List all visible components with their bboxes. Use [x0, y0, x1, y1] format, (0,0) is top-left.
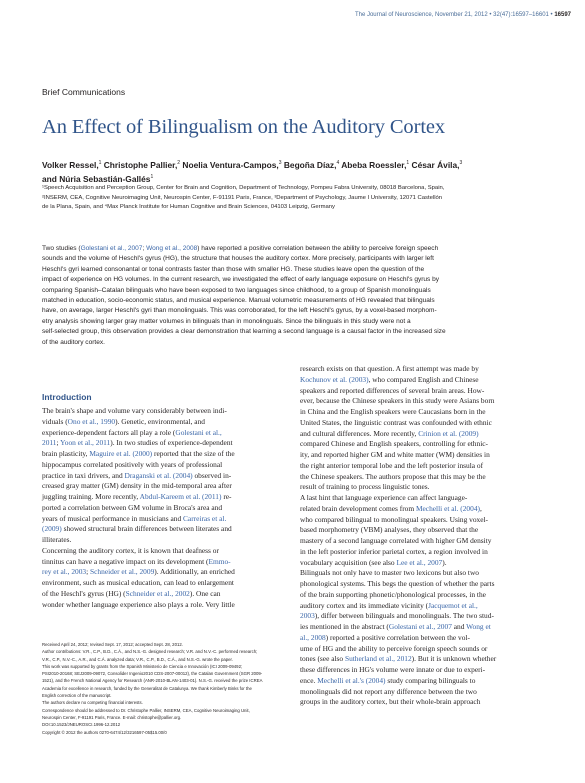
affiliation-marker: 1 [406, 160, 410, 166]
text-run: tones (see also [300, 654, 345, 664]
text-line [300, 579, 556, 590]
text-run: reported that the size of the [152, 449, 235, 458]
section-heading-introduction: Introduction [42, 392, 92, 402]
citation-link[interactable]: Maguire et al. (2000) [89, 449, 153, 458]
text-run: , [479, 503, 482, 513]
author-list [42, 157, 562, 185]
text-line [300, 407, 556, 418]
text-line [42, 471, 288, 482]
text-run: research exists on that question. A first attempt was made by [300, 364, 479, 373]
text-line [42, 317, 552, 327]
text-line [300, 482, 556, 493]
affiliations [42, 184, 562, 213]
citation-link[interactable]: Schneider et al., 2002 [125, 588, 190, 598]
affiliation-marker: 4 [336, 160, 340, 166]
author-name: Begoña Díaz, [281, 159, 337, 170]
text-run: have, on average, larger Heschl's gyri than monolinguals. This was corroborated, for the left Heschl's gyrus, by a voxel-based morphom- [42, 307, 437, 315]
author-name: César Ávila, [409, 159, 460, 170]
text-run: based morphometry (VBM) analyses, they observed that the [300, 525, 479, 535]
affiliation-line: ¹Speech Acquisition and Perception Group, Center for Brain and Cognition, Department of Technology, Pompeu Fabra University, 08018 Barcelona, Spain, [42, 185, 445, 191]
text-run: who compared bilingual to monolingual speakers. Using voxel- [300, 514, 489, 524]
journal-citation: The Journal of Neuroscience, November 21, 2012 • 32(47):16597–16601 • [354, 12, 553, 18]
text-run: mastery of a second language correlated with higher GM density [300, 536, 492, 545]
page-number: 16597 [554, 12, 571, 18]
running-head [171, 12, 571, 18]
text-run: A last hint that language experience can affect language- [300, 493, 468, 502]
text-run: monolinguals did not report any difference between the two [300, 686, 477, 696]
citation-link[interactable]: Golestani et al., 2007 [388, 622, 452, 631]
affiliation-marker: 1 [98, 160, 102, 166]
text-line [42, 589, 288, 600]
text-line [300, 697, 556, 708]
text-run: years of musical performance in musicians and [42, 513, 183, 523]
affiliation-line: ²INSERM, CEA, Cognitive Neuroimaging Unit, Neurospin Center, F-91191 Paris, France, ³Department of Psychology, Jaume I University, 12071 Castellón [42, 194, 443, 201]
citation-link[interactable]: rey et al., 2003 [42, 567, 87, 577]
text-run: speakers and reported differences of several brain areas. How- [300, 385, 485, 395]
body-column-right [300, 364, 556, 708]
text-run: creased gray matter (GM) density in the mid-temporal area after [42, 481, 232, 491]
text-run: ). Additionally, an enriched [154, 567, 235, 577]
text-line [42, 244, 552, 254]
text-run: ) have reported a positive correlation between the ability to perceive foreign speech [197, 245, 439, 252]
text-run: self-selected group, this observation provides a clear demonstration that learning a second language is a causal factor in the increased size [42, 328, 446, 336]
text-run: ever, because the Chinese speakers in this study were Asians born [300, 396, 495, 406]
citation-link[interactable]: Yoon et al., 2011 [60, 438, 111, 448]
text-line [42, 438, 288, 449]
footnote-line: 1521), and the French National Agency for Research (ANR-2010-BLAN-1403-01). N.S.-G. received the prize ICREA [42, 678, 263, 684]
text-line [42, 514, 288, 525]
text-line [300, 493, 556, 504]
footnote-line: Copyright © 2012 the authors 0270-6474/12/3216597-05$15.00/0 [42, 729, 167, 735]
affiliation-marker: 3 [459, 160, 463, 166]
text-run: impact of experience on HG volumes. In the current research, we investigated the effect of early language exposure on Heschl's gyrus by [42, 276, 440, 284]
text-run: re- [221, 492, 232, 501]
citation-link[interactable]: Golestani et al., [175, 427, 222, 437]
text-run: observed in- [192, 470, 232, 480]
text-line [42, 296, 552, 306]
text-line [300, 622, 556, 633]
text-run: ). But it is unknown whether [411, 654, 497, 664]
text-run: ity, and reported higher GM and white matter (WM) densities in [300, 450, 490, 459]
footnote-line: This work was supported by grants from the Spanish Ministerio de Ciencia e Innovación (ICI 2009-09492; [42, 663, 243, 669]
text-line [300, 590, 556, 601]
article-title: An Effect of Bilingualism on the Auditory Cortex [42, 116, 446, 138]
text-run: of the brain supporting phonetic/phonological processes, in the [300, 589, 486, 599]
text-run: ; [86, 567, 91, 577]
text-run: ume of HG and the ability to perceive foreign speech sounds or [300, 643, 488, 653]
text-run: study comparing bilinguals to [385, 675, 476, 685]
author-name: Noelia Ventura-Campos, [180, 159, 279, 170]
citation-link[interactable]: 2011 [42, 438, 57, 448]
text-run: and [451, 622, 467, 631]
citation-link[interactable]: Wong et al., 2008 [146, 245, 198, 252]
text-run: the Chinese speakers. The authors propose that this may be the [300, 471, 486, 481]
text-line [300, 601, 556, 612]
author-line [42, 157, 562, 171]
text-line [300, 429, 556, 440]
text-run: compared Chinese and English speakers, controlling for ethnic- [300, 439, 488, 449]
citation-link[interactable]: Emmo- [208, 556, 231, 566]
text-line [300, 525, 556, 536]
citation-link[interactable]: Golestani et al., 2007 [80, 245, 143, 252]
text-line [42, 449, 288, 460]
text-run: Two studies ( [42, 245, 81, 252]
text-run: ) reported a positive correlation between the vol- [325, 632, 470, 642]
text-run: Concerning the auditory cortex, it is known that deafness or [42, 545, 219, 555]
text-line [42, 338, 552, 348]
abstract [42, 244, 552, 348]
affiliation-marker: 1 [150, 173, 154, 180]
text-run: groups in the auditory cortex, but their whole-brain approach [300, 697, 481, 707]
footnotes [42, 641, 288, 736]
text-run: ). [442, 557, 447, 567]
text-run: experience-dependent factors all play a role ( [42, 427, 176, 437]
text-run: related brain development comes from [300, 503, 416, 513]
citation-link[interactable]: Sutherland et al., 2012 [344, 654, 412, 664]
body-column-left [42, 406, 288, 610]
author-line [42, 171, 562, 185]
text-line [300, 568, 556, 579]
text-line [42, 535, 288, 546]
text-line [300, 654, 556, 665]
text-line [42, 327, 552, 337]
citation-link[interactable]: Jacquemot et al., [428, 600, 478, 610]
text-line [42, 481, 288, 492]
text-line [42, 428, 288, 439]
citation-link[interactable]: Abdul-Kareem et al. (2011) [139, 492, 222, 501]
text-line [300, 418, 556, 429]
text-line [42, 567, 288, 578]
text-run: , who compared English and Chinese [368, 374, 479, 384]
author-name: Volker Ressel, [42, 159, 99, 170]
text-line [300, 547, 556, 558]
footnote-line: Academia for excellence in research, funded by the Generalitat de Catalunya. We thank Kimberly Binks for the [42, 685, 252, 691]
text-run: ), differ between bilinguals and monolinguals. The two stud- [314, 611, 494, 621]
text-run: The brain's shape and volume vary considerably between indi- [42, 406, 227, 415]
text-run: ). Genetic, environmental, and [115, 416, 205, 426]
text-line [42, 265, 552, 275]
text-run: the right anterior temporal lobe and the left posterior insula of [300, 460, 484, 470]
text-line [42, 406, 288, 417]
text-run: showed structural brain differences between literates and [61, 524, 232, 534]
text-run: ; [142, 245, 147, 252]
text-run: Heschl's gyri learned consonantal or tonal contrasts faster than those with smaller HG. These studies leave open the question of the [42, 265, 425, 273]
text-run: wonder whether language experience also plays a role. Very little [42, 599, 235, 609]
text-run: in the left posterior inferior parietal cortex, a region involved in [300, 546, 488, 556]
footnote-line: Correspondence should be addressed to Dr. Christophe Pallier, INSERM, CEA, Cognitive Neuroimaging Unit, [42, 707, 250, 713]
text-run: matched in education, socio-economic status, and musical experience. Manual volumetric measurements of HG revealed that bilinguals [42, 297, 435, 305]
text-line [300, 665, 556, 676]
citation-link[interactable]: Crinion et al. (2009) [418, 428, 479, 438]
text-run: comparing Spanish–Catalan bilinguals who have been exposed to two languages since childhood, to a group of Spanish monolinguals [42, 286, 431, 294]
text-line [300, 450, 556, 461]
text-line [300, 439, 556, 450]
footnote-line: English correction of the manuscript. [42, 693, 112, 699]
text-line [300, 386, 556, 397]
text-run: and cultural differences. More recently, [300, 428, 419, 438]
affiliation-marker: 2 [177, 160, 181, 166]
footnote-line: Neurospin Center, F-91191 Paris, France. E-mail: christophe@pallier.org. [42, 714, 182, 720]
text-line [300, 536, 556, 547]
footnote-line: Received April 24, 2012; revised Sept. 17, 2012; accepted Sept. 28, 2012. [42, 642, 183, 647]
affiliation-line: de la Plana, Spain, and ⁴Max Planck Institute for Human Cognitive and Brain Sciences, 04103 Leipzig, Germany [42, 204, 335, 211]
citation-link[interactable]: Schneider et al., 2009 [90, 567, 155, 577]
text-run: sounds and the volume of Heschl's gyrus (HG), the structure that houses the auditory cortex. More precisely, participants with larger left [42, 255, 434, 263]
text-run: of the auditory cortex. [42, 338, 105, 346]
text-run: these differences in HG's volume were innate or due to experi- [300, 665, 486, 674]
citation-link[interactable]: Mechelli et al.'s (2004) [317, 675, 386, 685]
citation-link[interactable]: Lee et al., 2007 [396, 557, 443, 567]
footnote-line: DOI:10.1523/JNEUROSCI.1996-12.2012 [42, 722, 121, 728]
citation-link[interactable]: Ono et al., 1990 [67, 416, 116, 426]
text-line [300, 396, 556, 407]
citation-link[interactable]: (2009) [42, 524, 62, 534]
citation-link[interactable]: al., 2008 [300, 632, 326, 642]
citation-link[interactable]: Mechelli et al. (2004) [415, 503, 480, 513]
text-line [300, 687, 556, 698]
text-line [42, 306, 552, 316]
text-line [300, 558, 556, 569]
text-line [42, 460, 288, 471]
footnote-line: The authors declare no competing financial interests. [42, 700, 143, 706]
text-run: etry analysis showing larger gray matter volumes in bilinguals than in monolinguals. Since the bilinguals in this study were not a [42, 317, 411, 325]
citation-link[interactable]: Kochunov et al. (2003) [300, 374, 369, 384]
footnote-line: Author contributions: V.R., C.P., B.D., C.Á., and N.S.-G. designed research; V.R. and N.V.-C. performed research; [42, 649, 258, 655]
text-run: result of training to process linguistic tones. [300, 482, 430, 492]
text-line [300, 633, 556, 644]
text-line [300, 515, 556, 526]
text-run: phonological systems. This begs the question of whether the parts [300, 579, 495, 588]
footnote-line: V.R., C.P., N.V.-C., A.R., and C.Á. analyzed data; V.R., C.P., B.D., C.Á., and N.S.-G. wrote the paper. [42, 656, 233, 662]
section-label: Brief Communications [42, 87, 126, 97]
text-run: in China and the English speakers were Caucasians born in the [300, 407, 486, 416]
footnote-line: PSI2010-20168; SEJ2009-09072, Consolider Ingenio2010 CDS-2007-00012), the Catalan Government (SGR 2009- [42, 671, 263, 677]
text-run: vocabulary acquisition (see also [300, 557, 397, 567]
text-line [300, 375, 556, 386]
text-run: tinnitus can have a negative impact on its development ( [42, 556, 209, 566]
text-line [42, 275, 552, 285]
text-line [42, 286, 552, 296]
text-line [42, 417, 288, 428]
text-line [42, 557, 288, 568]
text-run: illiterates. [42, 535, 72, 544]
text-run: hippocampus correlated positively with years of professional [42, 459, 223, 469]
author-name: and Núria Sebastián-Gallés [42, 173, 151, 184]
text-line [300, 644, 556, 655]
text-run: auditory cortex and its immediate vicinity ( [300, 600, 429, 610]
text-run: of the Heschl's gyrus (HG) ( [42, 588, 126, 598]
text-line [300, 472, 556, 483]
author-name: Christophe Pallier, [101, 159, 178, 170]
text-run: ; [56, 438, 61, 448]
text-line [300, 504, 556, 515]
citation-link[interactable]: Wong et [466, 622, 491, 631]
text-run: United States, the linguistic contrast was confounded with ethnic [300, 417, 492, 427]
text-line [300, 676, 556, 687]
text-run: environment, such as musical education, can lead to enlargement [42, 578, 234, 587]
text-line [42, 578, 288, 589]
text-line [300, 364, 556, 375]
text-run: ). In two studies of experience-dependent [110, 438, 233, 448]
text-run: brain plasticity, [42, 449, 90, 458]
text-line [300, 611, 556, 622]
text-run: viduals ( [42, 416, 68, 426]
text-run: practice in taxi drivers, and [42, 470, 125, 480]
citation-link[interactable]: Draganski et al. (2004) [124, 470, 193, 480]
text-run: ported a correlation between GM volume in Broca's area and [42, 502, 223, 512]
text-line [42, 546, 288, 557]
text-line [42, 600, 288, 611]
text-line [42, 503, 288, 514]
text-run: ). One can [189, 588, 221, 598]
author-name: Abeba Roessler, [339, 159, 407, 170]
text-line [42, 492, 288, 503]
citation-link[interactable]: 2003 [300, 611, 315, 621]
text-line [42, 254, 552, 264]
text-run: ence. [300, 675, 318, 685]
text-run: Bilinguals not only have to master two lexicons but also two [300, 568, 479, 578]
text-run: ies mentioned in the abstract ( [300, 622, 389, 631]
citation-link[interactable]: Carreiras et al. [183, 513, 227, 523]
affiliation-marker: 3 [278, 160, 282, 166]
text-line [300, 461, 556, 472]
text-run: juggling training. More recently, [42, 492, 140, 501]
text-line [42, 524, 288, 535]
